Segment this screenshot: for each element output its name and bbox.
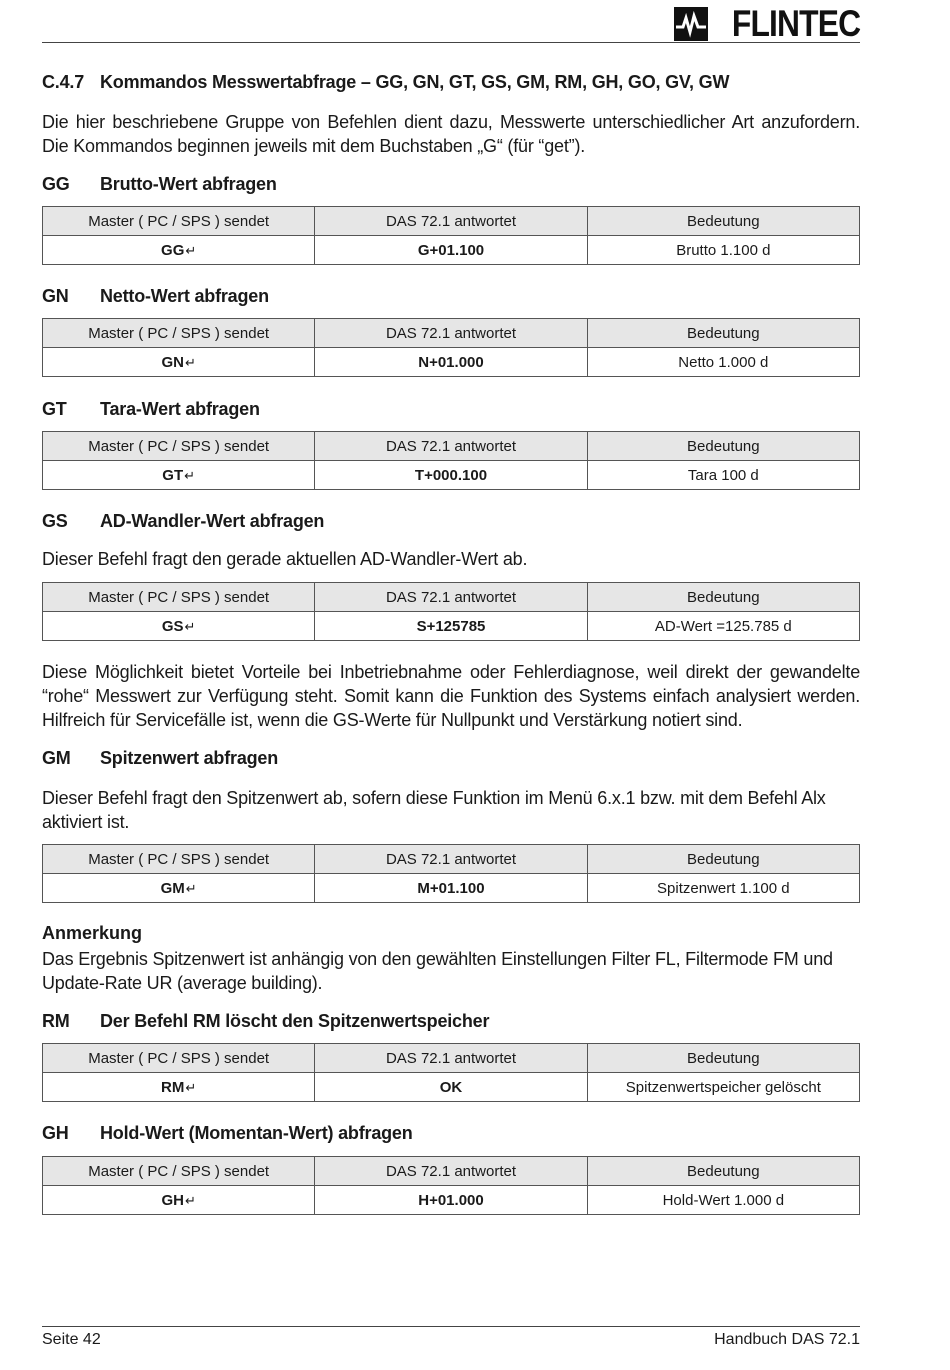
header-answer: DAS 72.1 antwortet <box>315 207 587 236</box>
cell-send: GS↵ <box>43 612 315 641</box>
cell-send: RM↵ <box>43 1073 315 1102</box>
command-title-gh: GH Hold-Wert (Momentan-Wert) abfragen <box>42 1123 413 1143</box>
command-table-gh <box>42 1156 860 1215</box>
command-table-gs <box>42 582 860 641</box>
table-header-row: Master ( PC / SPS ) sendet DAS 72.1 antwortet Bedeutung <box>43 1157 860 1186</box>
cell-send: GH↵ <box>43 1186 315 1215</box>
enter-icon: ↵ <box>185 1079 197 1095</box>
cell-meaning: Netto 1.000 d <box>587 348 859 377</box>
remark-title: Anmerkung <box>42 923 143 943</box>
table-row <box>43 348 860 377</box>
flintec-logo <box>674 3 860 44</box>
section-heading <box>42 72 729 93</box>
enter-icon: ↵ <box>185 880 197 896</box>
manual-title: Handbuch DAS 72.1 <box>714 1331 860 1348</box>
cell-send: GN↵ <box>43 348 315 377</box>
cell-answer: G+01.100 <box>315 236 587 265</box>
remark-text: Das Ergebnis Spitzenwert ist anhängig von den gewählten Einstellungen Filter FL, Filtermode FM und Update-Rate UR (average building). <box>42 949 833 993</box>
command-title-gm: GM Spitzenwert abfragen <box>42 748 279 768</box>
manual-page <box>42 0 860 1370</box>
table-row <box>43 1073 860 1102</box>
cell-answer: S+125785 <box>315 612 587 641</box>
cell-meaning: Hold-Wert 1.000 d <box>587 1186 859 1215</box>
command-title-rm: RM Der Befehl RM löscht den Spitzenwertspeicher <box>42 1011 490 1031</box>
command-title-gt: GT Tara-Wert abfragen <box>42 399 260 419</box>
command-table-gg <box>42 206 860 265</box>
command-table-gm <box>42 844 860 903</box>
command-title-gn: GN Netto-Wert abfragen <box>42 286 269 306</box>
table-row <box>43 612 860 641</box>
enter-icon: ↵ <box>185 242 197 258</box>
table-row <box>43 461 860 490</box>
table-header-row: Master ( PC / SPS ) sendet DAS 72.1 antwortet Bedeutung <box>43 432 860 461</box>
footer-rule <box>42 1326 860 1327</box>
cell-send: GT↵ <box>43 461 315 490</box>
cell-meaning: Spitzenwert 1.100 d <box>587 874 859 903</box>
gm-description: Dieser Befehl fragt den Spitzenwert ab, sofern diese Funktion im Menü 6.x.1 bzw. mit dem Befehl Alx aktiviert ist. <box>42 788 826 832</box>
command-table-rm <box>42 1043 860 1102</box>
table-row <box>43 1186 860 1215</box>
enter-icon: ↵ <box>184 354 196 370</box>
gs-description: Dieser Befehl fragt den gerade aktuellen AD-Wandler-Wert ab. <box>42 549 528 569</box>
table-header-row: Master ( PC / SPS ) sendet DAS 72.1 antwortet Bedeutung <box>43 845 860 874</box>
table-header-row: Master ( PC / SPS ) sendet DAS 72.1 antwortet Bedeutung <box>43 1044 860 1073</box>
cell-answer: H+01.000 <box>315 1186 587 1215</box>
enter-icon: ↵ <box>184 467 196 483</box>
command-title-gg: GG Brutto-Wert abfragen <box>42 174 277 194</box>
flintec-logo-icon <box>674 7 708 41</box>
table-header-row: Master ( PC / SPS ) sendet DAS 72.1 antwortet Bedeutung <box>43 583 860 612</box>
cell-meaning: Brutto 1.100 d <box>587 236 859 265</box>
command-table-gt <box>42 431 860 490</box>
page-number: Seite 42 <box>42 1331 101 1348</box>
cell-answer: T+000.100 <box>315 461 587 490</box>
command-title-gs: GS AD-Wandler-Wert abfragen <box>42 511 325 531</box>
cell-meaning: Tara 100 d <box>587 461 859 490</box>
cell-answer: N+01.000 <box>315 348 587 377</box>
command-table-gn <box>42 318 860 377</box>
table-row <box>43 874 860 903</box>
section-title: Kommandos Messwertabfrage – GG, GN, GT, GS, GM, RM, GH, GO, GV, GW <box>100 72 730 92</box>
cell-send: GM↵ <box>43 874 315 903</box>
section-number: C.4.7 <box>42 72 85 92</box>
table-header-row <box>43 207 860 236</box>
header-meaning: Bedeutung <box>587 207 859 236</box>
cell-meaning: Spitzenwertspeicher gelöscht <box>587 1073 859 1102</box>
enter-icon: ↵ <box>184 618 196 634</box>
cell-meaning: AD-Wert =125.785 d <box>587 612 859 641</box>
gs-note: Diese Möglichkeit bietet Vorteile bei Inbetriebnahme oder Fehlerdiagnose, weil direkt der gewandelte “rohe“ Messwert zur Verfügung steht. Somit kann die Funktion des Systems einfach analysiert werden. Hilfreich für Servicefälle ist, wenn die GS-Werte für Nullpunkt und Verstärkung notiert sind. <box>42 662 860 730</box>
intro-paragraph: Die hier beschriebene Gruppe von Befehlen dient dazu, Messwerte unterschiedlicher Art anzufordern. Die Kommandos beginnen jeweils mit dem Buchstaben „G“ (für “get”). <box>42 112 860 156</box>
table-header-row: Master ( PC / SPS ) sendet DAS 72.1 antwortet Bedeutung <box>43 319 860 348</box>
brand-name: FLINTEC <box>731 3 860 44</box>
cell-answer: OK <box>315 1073 587 1102</box>
cell-answer: M+01.100 <box>315 874 587 903</box>
cell-send: GG↵ <box>43 236 315 265</box>
enter-icon: ↵ <box>184 1192 196 1208</box>
header-master: Master ( PC / SPS ) sendet <box>43 207 315 236</box>
header-rule <box>42 42 860 43</box>
table-row <box>43 236 860 265</box>
